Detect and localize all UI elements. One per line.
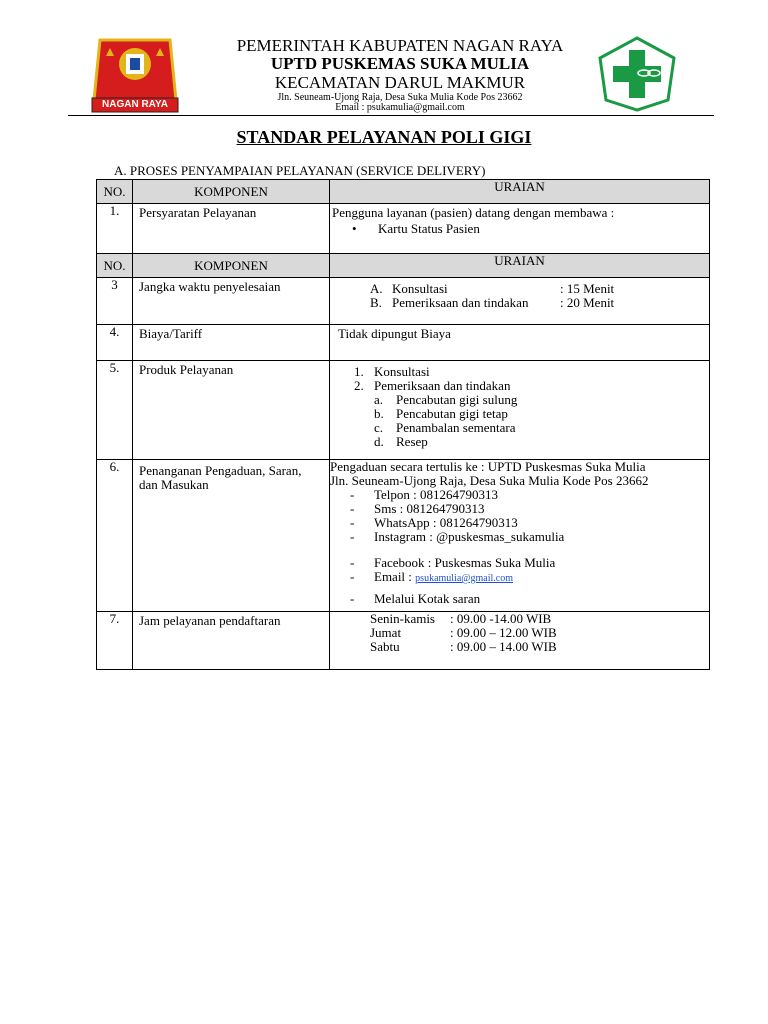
list-marker: A. xyxy=(370,281,383,296)
list-item xyxy=(354,379,709,393)
list-marker: - xyxy=(350,529,355,544)
contact-item xyxy=(350,502,709,516)
list-item-value: : 20 Menit xyxy=(560,295,615,310)
contact-item xyxy=(350,592,709,606)
header-uraian: URAIAN xyxy=(330,180,710,204)
komponen-text: Jangka waktu penyelesaian xyxy=(139,279,281,294)
list-item xyxy=(370,296,709,310)
table-header-row xyxy=(97,180,710,204)
list-item-text: Konsultasi xyxy=(374,364,430,379)
table-row xyxy=(97,278,710,325)
nagan-raya-logo-text: NAGAN RAYA xyxy=(102,99,168,110)
row-number: 7. xyxy=(97,612,133,670)
schedule-time: : 09.00 -14.00 WIB xyxy=(450,611,552,626)
complaint-address: Jln. Seuneam-Ujong Raja, Desa Suka Mulia Kode Pos 23662 xyxy=(330,473,649,488)
schedule-time: : 09.00 – 14.00 WIB xyxy=(450,639,557,654)
list-marker: b. xyxy=(374,406,384,421)
contact-text: Sms : 081264790313 xyxy=(374,501,485,516)
row-number: 1. xyxy=(97,204,133,254)
letterhead-divider xyxy=(68,115,714,116)
table-row xyxy=(97,612,710,670)
contact-item xyxy=(350,570,709,586)
complaint-line: Pengaduan secara tertulis ke : UPTD Puskesmas Suka Mulia xyxy=(330,459,646,474)
list-item-text: Resep xyxy=(396,434,428,449)
section-heading: A. PROSES PENYAMPAIAN PELAYANAN (SERVICE DELIVERY) xyxy=(114,163,486,178)
list-marker: d. xyxy=(374,434,384,449)
district-line: KECAMATAN DARUL MAKMUR xyxy=(274,73,526,92)
schedule-item xyxy=(370,626,709,640)
header-uraian: URAIAN xyxy=(330,254,710,278)
schedule-day: Senin-kamis xyxy=(370,611,435,626)
row-uraian xyxy=(330,612,710,670)
contact-text: Instagram : @puskesmas_sukamulia xyxy=(374,529,565,544)
row-number: 3 xyxy=(97,278,133,325)
contact-text: Melalui Kotak saran xyxy=(374,591,481,606)
list-marker: 1. xyxy=(354,364,364,379)
komponen-text: Persyaratan Pelayanan xyxy=(139,205,257,220)
row-number: 6. xyxy=(97,460,133,612)
list-item-value: : 15 Menit xyxy=(560,281,615,296)
uraian-intro: Pengguna layanan (pasien) datang dengan membawa : xyxy=(332,205,615,220)
list-marker: - xyxy=(350,569,355,584)
list-marker: - xyxy=(350,487,355,502)
row-uraian xyxy=(330,204,710,254)
sub-list-item xyxy=(374,421,709,435)
email-line: Email : psukamulia@gmail.com xyxy=(335,102,465,113)
contact-text: Telpon : 081264790313 xyxy=(374,487,499,502)
row-komponen xyxy=(133,204,330,254)
list-item-text: Pencabutan gigi tetap xyxy=(396,406,508,421)
row-komponen xyxy=(133,460,330,612)
service-standard-table xyxy=(96,179,710,670)
header-komponen: KOMPONEN xyxy=(133,180,330,204)
row-komponen xyxy=(133,612,330,670)
list-item-text: Penambalan sementara xyxy=(396,420,516,435)
schedule-item xyxy=(370,640,709,654)
list-item-text: Pemeriksaan dan tindakan xyxy=(392,295,529,310)
list-marker: B. xyxy=(370,295,382,310)
list-marker: - xyxy=(350,555,355,570)
contact-item xyxy=(350,516,709,530)
list-item xyxy=(354,365,709,379)
bullet-icon: • xyxy=(352,221,357,236)
list-item-text: Pencabutan gigi sulung xyxy=(396,392,518,407)
sub-list-item xyxy=(374,407,709,421)
header-no: NO. xyxy=(97,254,133,278)
uraian-text: Tidak dipungut Biaya xyxy=(338,326,451,341)
row-komponen xyxy=(133,361,330,460)
schedule-time: : 09.00 – 12.00 WIB xyxy=(450,625,557,640)
row-uraian xyxy=(330,361,710,460)
komponen-text: Biaya/Tariff xyxy=(139,326,203,341)
table-row xyxy=(97,460,710,612)
row-uraian xyxy=(330,278,710,325)
list-item-text: Konsultasi xyxy=(392,281,448,296)
contact-item xyxy=(350,556,709,570)
contact-item xyxy=(350,488,709,502)
schedule-item xyxy=(370,612,709,626)
header-no: NO. xyxy=(97,180,133,204)
list-marker: - xyxy=(350,501,355,516)
row-komponen xyxy=(133,325,330,361)
list-marker: c. xyxy=(374,420,384,435)
contact-text: Email : xyxy=(374,569,416,584)
schedule-day: Sabtu xyxy=(370,639,400,654)
sub-list-item xyxy=(374,435,709,449)
komponen-text: Produk Pelayanan xyxy=(139,362,234,377)
contact-text: Facebook : Puskesmas Suka Mulia xyxy=(374,555,556,570)
document-title: STANDAR PELAYANAN POLI GIGI xyxy=(236,127,532,147)
table-row xyxy=(97,325,710,361)
list-item-text: Pemeriksaan dan tindakan xyxy=(374,378,511,393)
header-komponen: KOMPONEN xyxy=(133,254,330,278)
row-number: 4. xyxy=(97,325,133,361)
list-marker: 2. xyxy=(354,378,364,393)
list-marker: - xyxy=(350,515,355,530)
row-komponen xyxy=(133,278,330,325)
row-uraian xyxy=(330,460,710,612)
sub-list-item xyxy=(374,393,709,407)
row-number: 5. xyxy=(97,361,133,460)
institution-line: UPTD PUSKEMAS SUKA MULIA xyxy=(270,54,530,73)
list-marker: - xyxy=(350,591,355,606)
schedule-day: Jumat xyxy=(370,625,402,640)
puskesmas-logo xyxy=(598,36,676,112)
list-marker: a. xyxy=(374,392,384,407)
list-item xyxy=(370,282,709,296)
contact-item xyxy=(350,530,709,544)
government-line: PEMERINTAH KABUPATEN NAGAN RAYA xyxy=(236,36,564,55)
table-row xyxy=(97,204,710,254)
row-uraian xyxy=(330,325,710,361)
komponen-text: Penanganan Pengaduan, Saran, dan Masukan xyxy=(139,463,302,492)
nagan-raya-logo xyxy=(90,34,180,114)
contact-text: WhatsApp : 081264790313 xyxy=(374,515,518,530)
email-link[interactable]: psukamulia@gmail.com xyxy=(415,573,513,584)
list-item-text: Kartu Status Pasien xyxy=(378,221,480,236)
address-line: Jln. Seuneam-Ujong Raja, Desa Suka Mulia Kode Pos 23662 xyxy=(277,92,523,103)
komponen-text: Jam pelayanan pendaftaran xyxy=(139,613,281,628)
table-header-row xyxy=(97,254,710,278)
table-row xyxy=(97,361,710,460)
list-item xyxy=(330,222,709,236)
